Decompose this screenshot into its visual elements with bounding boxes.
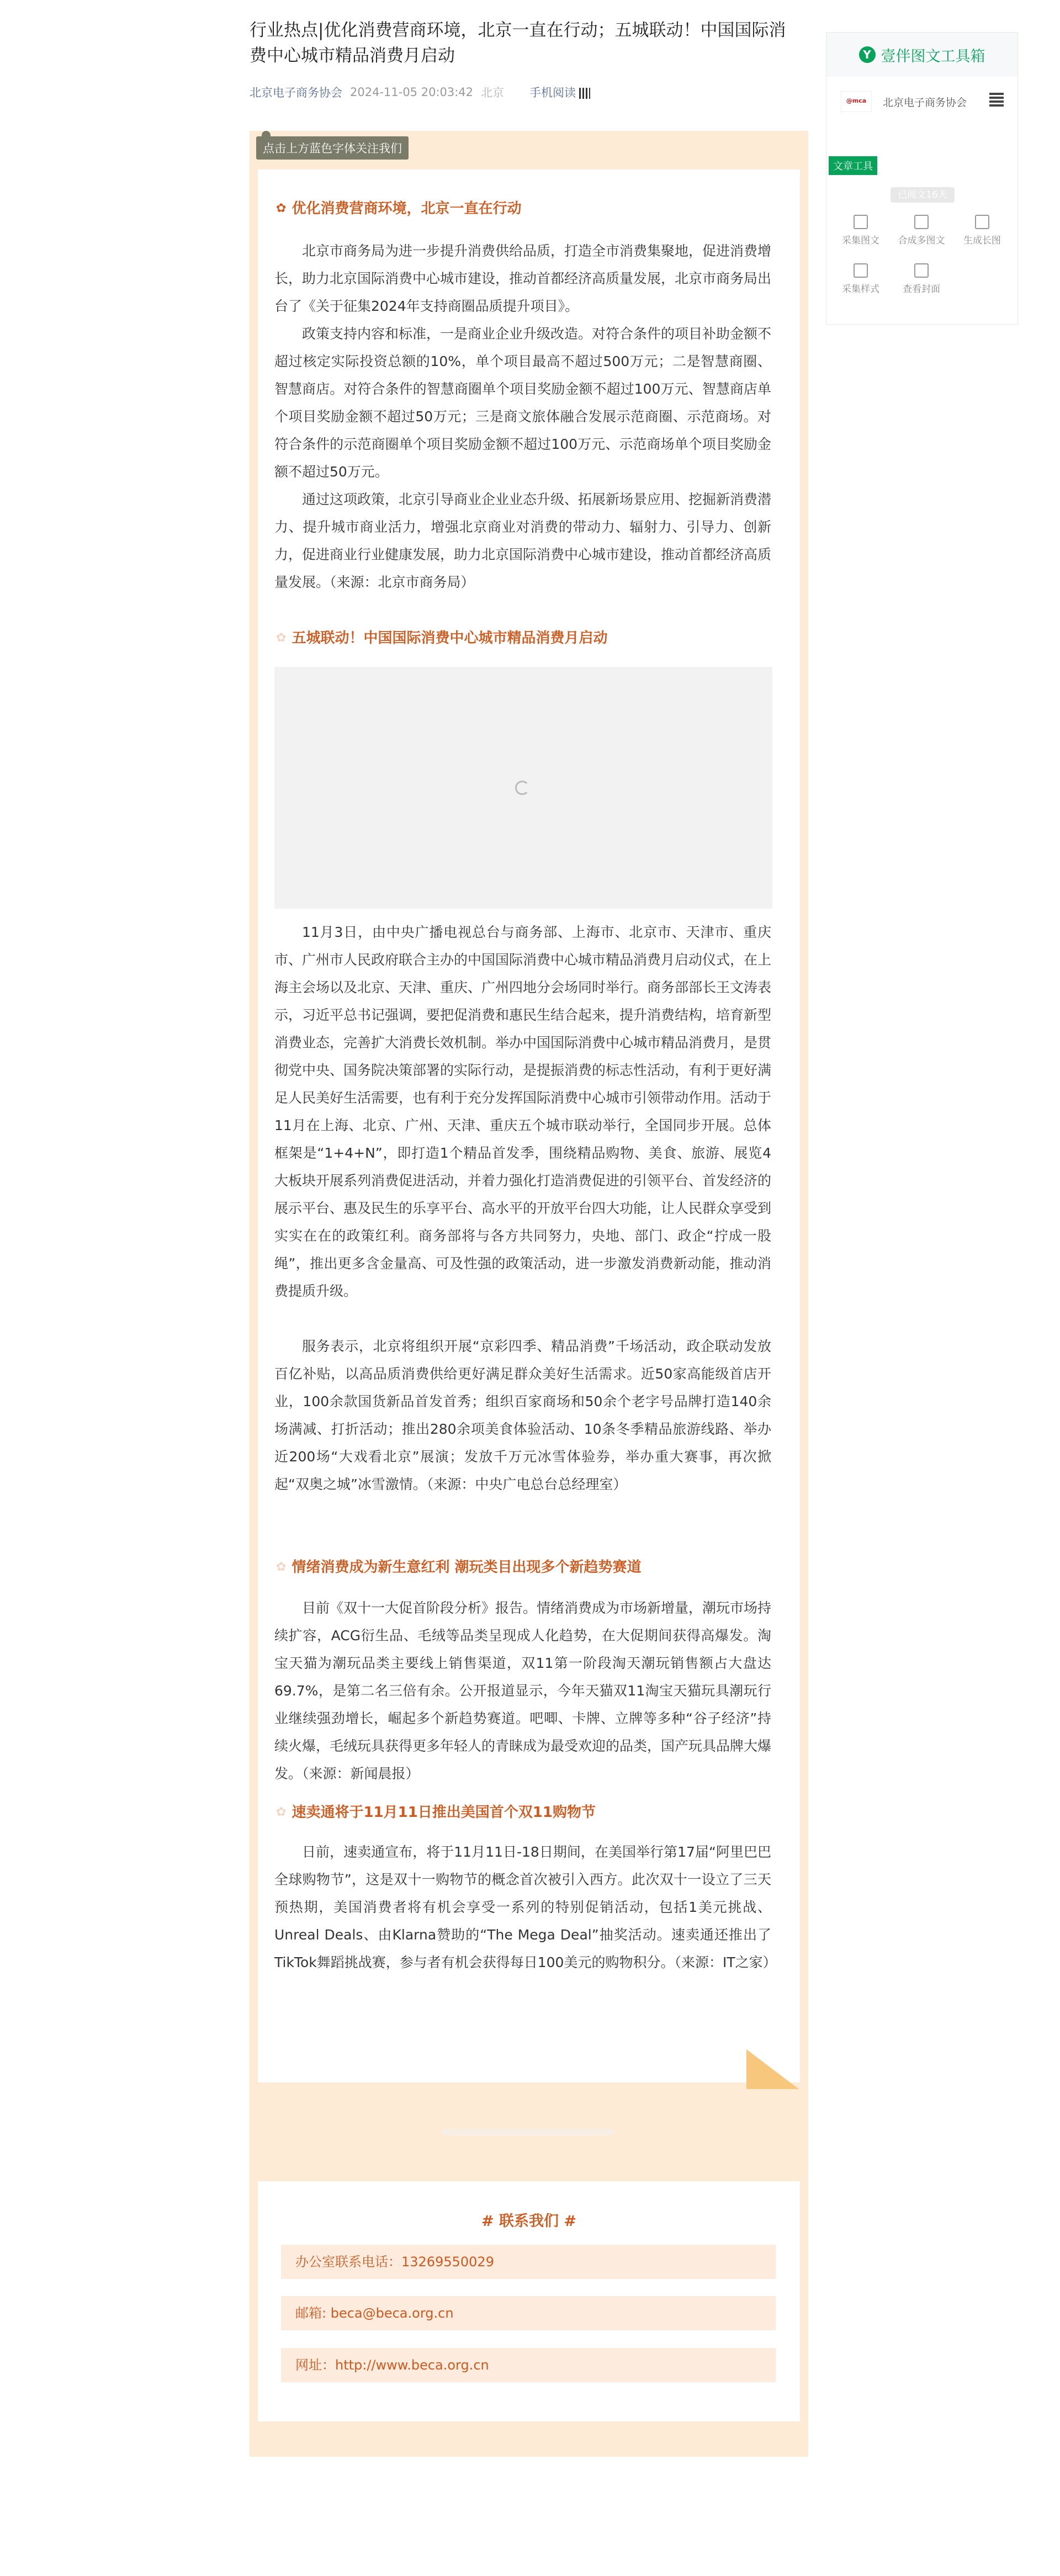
- qr-code-icon[interactable]: [989, 92, 1004, 107]
- flower-icon: ✿: [276, 631, 287, 645]
- paragraph: 政策支持内容和标准，一是商业企业升级改造。对符合条件的项目补助金额不超过核定实际投资总额的10%，单个项目最高不超过500万元；二是智慧商圈、智慧商店。对符合条件的智慧商圈单个项目奖励金额不超过100万元、智慧商店单个项目奖励金额不超过50万元；三是商文旅体融合发展示范商圈、示范商场。对符合条件的示范商圈单个项目奖励金额不超过100万元、示范商场单个项目奖励金额不超过50万元。: [274, 326, 772, 480]
- collect-article-button[interactable]: [833, 215, 888, 246]
- mobile-read-label: 手机阅读: [529, 86, 576, 99]
- collect-style-button[interactable]: [833, 263, 888, 295]
- flower-icon: ✿: [276, 202, 287, 215]
- mobile-read-link[interactable]: [529, 84, 590, 100]
- tool-label: 采集样式: [842, 284, 879, 295]
- article-title: 行业热点|优化消费营商环境，北京一直在行动；五城联动！中国国际消费中心城市精品消费月启动: [250, 20, 786, 66]
- tool-label: 合成多图文: [898, 235, 945, 246]
- paragraph: 通过这项政策，北京引导商业企业业态升级、拓展新场景应用、挖掘新消费潜力、提升城市商业活力，增强北京商业对消费的带动力、辐射力、引导力、创新力，促进商业行业健康发展，助力北京国际消费中心城市建设，推动首都经济高质量发展。（来源：北京市商务局）: [274, 491, 772, 590]
- follow-tag[interactable]: 点击上方蓝色字体关注我们: [256, 136, 409, 160]
- contact-phone: 办公室联系电话：13269550029: [281, 2245, 776, 2279]
- corner-decoration: [746, 2049, 799, 2089]
- view-cover-button[interactable]: [894, 263, 949, 295]
- flower-icon: ✿: [276, 1805, 287, 1819]
- article-tools-badge: 文章工具: [829, 156, 877, 175]
- avatar: @mca: [841, 91, 872, 112]
- read-count-badge: 已阅文16天: [891, 187, 955, 203]
- long-image-button[interactable]: [955, 215, 1010, 246]
- toolbox-account-name: 北京电子商务协会: [883, 96, 967, 109]
- contact-email[interactable]: 邮箱: beca@beca.org.cn: [281, 2296, 776, 2330]
- section-heading: [276, 197, 521, 218]
- layers-icon: [854, 263, 868, 278]
- section-heading: [276, 1556, 642, 1576]
- section-heading-text: 速卖通将于11月11日推出美国首个双11购物节: [292, 1804, 596, 1821]
- article-meta: [250, 84, 590, 100]
- paragraph: 目前《双十一大促首阶段分析》报告。情绪消费成为市场新增量，潮玩市场持续扩容，ACG衍生品、毛绒等品类呈现成人化趋势，在大促期间获得高爆发。淘宝天猫为潮玩品类主要线上销售渠道，双11第一阶段淘天潮玩销售额占大盘达69.7%，是第二名三倍有余。公开报道显示，今年天猫双11淘宝天猫玩具潮玩行业继续强劲增长，崛起多个新趋势赛道。吧唧、卡牌、立牌等多种“谷子经济”持续火爆，毛绒玩具获得更多年轻人的青睐成为最受欢迎的品类，国产玩具品牌大爆发。（来源：新闻晨报）: [274, 1600, 772, 1782]
- tool-label: 采集图文: [842, 235, 879, 246]
- section-heading-text: 优化消费营商环境，北京一直在行动: [292, 200, 522, 217]
- publish-location: 北京: [481, 86, 505, 99]
- contact-title: # 联系我们 #: [481, 2213, 577, 2230]
- tool-label: 查看封面: [903, 284, 940, 295]
- image-placeholder: [274, 667, 772, 909]
- qr-code-icon: [579, 88, 590, 99]
- publish-datetime: 2024-11-05 20:03:42: [350, 86, 474, 99]
- merge-articles-button[interactable]: [894, 215, 949, 246]
- section-heading: [276, 627, 607, 647]
- toolbox-account[interactable]: [841, 88, 1006, 115]
- yiban-logo-icon: Y: [859, 46, 876, 63]
- paragraph: 北京市商务局为进一步提升消费供给品质，打造全市消费集聚地，促进消费增长，助力北京国际消费中心城市建设，推动首都经济高质量发展，北京市商务局出台了《关于征集2024年支持商圈品质提升项目》。: [274, 243, 772, 314]
- toolbox-title: 壹伴图文工具箱: [881, 47, 985, 65]
- account-link[interactable]: 北京电子商务协会: [250, 86, 342, 99]
- save-icon: [975, 215, 989, 229]
- contact-website[interactable]: 网址：http://www.beca.org.cn: [281, 2348, 776, 2382]
- contact-box: [258, 2181, 800, 2421]
- toolbox-header: [826, 33, 1017, 77]
- section-heading-text: 情绪消费成为新生意红利 潮玩类目出现多个新趋势赛道: [292, 1559, 642, 1576]
- paragraph: 11月3日，由中央广播电视总台与商务部、上海市、北京市、天津市、重庆市、广州市人民政府联合主办的中国国际消费中心城市精品消费月启动仪式，在上海主会场以及北京、天津、重庆、广州四地分会场同时举行。商务部部长王文涛表示，习近平总书记强调，要把促消费和惠民生结合起来，提升消费结构，培育新型消费业态，完善扩大消费长效机制。举办中国国际消费中心城市精品消费月，是贯彻党中央、国务院决策部署的实际行动，是提振消费的标志性活动，有利于更好满足人民美好生活需要，也有利于充分发挥国际消费中心城市引领带动作用。活动于11月在上海、北京、广州、天津、重庆五个城市联动举行，全国同步开展。总体框架是“1+4+N”，即打造1个精品首发季，围绕精品购物、美食、旅游、展览4大板块开展系列消费促进活动，并着力强化打造消费促进的引领平台、首发经济的展示平台、惠及民生的乐享平台、高水平的开放平台四大功能，让人民群众享受到实实在在的政策红利。商务部将与各方共同努力，央地、部门、政企“拧成一股绳”，推出更多含金量高、可及性强的政策活动，进一步激发消费新动能，推动消费提质升级。: [274, 924, 772, 1299]
- document-icon: [854, 215, 868, 229]
- image-icon: [914, 263, 929, 278]
- section-heading-text: 五城联动！中国国际消费中心城市精品消费月启动: [292, 630, 608, 646]
- loading-spinner-icon: [515, 781, 529, 795]
- list-add-icon: [914, 215, 929, 229]
- toolbox-panel: [826, 32, 1018, 325]
- tool-label: 生成长图: [963, 235, 1001, 246]
- paragraph: 日前，速卖通宣布，将于11月11日-18日期间，在美国举行第17届“阿里巴巴全球购物节”，这是双十一购物节的概念首次被引入西方。此次双十一设立了三天预热期，美国消费者将有机会享受一系列的特别促销活动，包括1美元挑战、Unreal Deals、由Klarna赞助的“The Mega Deal”抽奖活动。速卖通还推出了TikTok舞蹈挑战赛，参与者有机会获得每日100美元的购物积分。（来源：IT之家）: [274, 1844, 777, 1970]
- divider: [442, 2129, 614, 2135]
- flower-icon: ✿: [276, 1560, 287, 1574]
- section-heading: [276, 1801, 596, 1821]
- paragraph: 服务表示，北京将组织开展“京彩四季、精品消费”千场活动，政企联动发放百亿补贴，以高品质消费供给更好满足群众美好生活需求。近50家高能级首店开业，100余款国货新品首发首秀；组织百家商场和50余个老字号品牌打造140余场满减、打折活动；推出280余项美食体验活动、10条冬季精品旅游线路、举办近200场“大戏看北京”展演；发放千万元冰雪体验券，举办重大赛事，再次掀起“双奥之城”冰雪激情。（来源：中央广电总台总经理室）: [274, 1338, 771, 1492]
